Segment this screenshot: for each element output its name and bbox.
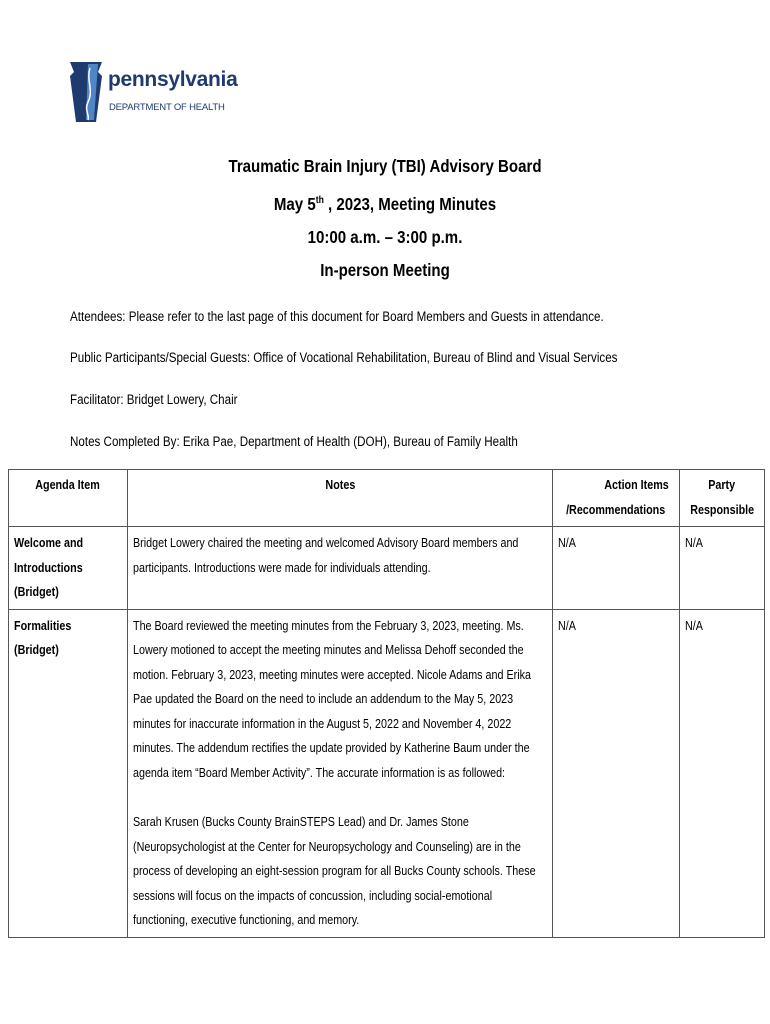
- logo-dept: DEPARTMENT OF HEALTH: [109, 102, 225, 113]
- document-heading: [0, 150, 770, 288]
- table-row: [9, 527, 765, 610]
- party-cell: N/A: [679, 527, 764, 610]
- notes-cell: The Board reviewed the meeting minutes from the February 3, 2023, meeting. Ms. Lowery motioned to accept the meeting minutes and Melissa Dehoff seconded the motion. February 3, 2023, meeting minutes were accepted. Nicole Adams and Erika Pae updated the Board on the need to include an addendum to the May 5, 2023 minutes for inaccurate information in the August 5, 2022 and November 4, 2022 minutes. The addendum rectifies the update provided by Katherine Baum under the agenda item “Board Member Activity”. The accurate information is as followed: Sarah Krusen (Bucks County BrainSTEPS Lead) and Dr. James Stone (Neuropsychologist at the Center for Neuropsychology and Counseling) are in the process of developing an eight-session program for all Bucks County schools. These sessions will focus on the impacts of concussion, including social-emotional functioning, executive functioning, and memory.: [127, 609, 552, 937]
- agenda-cell: Welcome and Introductions (Bridget): [9, 527, 128, 610]
- participants-line: Public Participants/Special Guests: Office of Vocational Rehabilitation, Bureau of Blind and Visual Services: [70, 350, 618, 365]
- heading-date: May 5th , 2023, Meeting Minutes: [273, 193, 497, 214]
- header-action: Action Items /Recommendations: [553, 470, 679, 527]
- header-notes: Notes: [127, 470, 552, 527]
- heading-title: Traumatic Brain Injury (TBI) Advisory Board: [228, 156, 542, 176]
- keystone-icon: [68, 60, 104, 124]
- action-cell: N/A: [553, 609, 679, 937]
- party-cell: N/A: [679, 609, 764, 937]
- notes-by-line: Notes Completed By: Erika Pae, Department of Health (DOH), Bureau of Family Health: [70, 434, 518, 449]
- header-agenda: Agenda Item: [9, 470, 128, 527]
- agenda-cell: Formalities (Bridget): [9, 609, 128, 937]
- header-party: Party Responsible: [679, 470, 764, 527]
- logo-name: pennsylvania: [108, 68, 238, 91]
- table-row: [9, 609, 765, 937]
- notes-cell: Bridget Lowery chaired the meeting and welcomed Advisory Board members and participants. Introductions were made for individuals attending.: [127, 527, 552, 610]
- heading-format: In-person Meeting: [320, 260, 450, 281]
- action-cell: N/A: [553, 527, 679, 610]
- facilitator-line: Facilitator: Bridget Lowery, Chair: [70, 392, 238, 407]
- heading-time: 10:00 a.m. – 3:00 p.m.: [307, 226, 463, 247]
- table-header-row: [9, 470, 765, 527]
- attendees-line: Attendees: Please refer to the last page of this document for Board Members and Guests in attendance.: [70, 309, 604, 324]
- minutes-table: [8, 469, 765, 938]
- pa-health-logo: [68, 60, 238, 124]
